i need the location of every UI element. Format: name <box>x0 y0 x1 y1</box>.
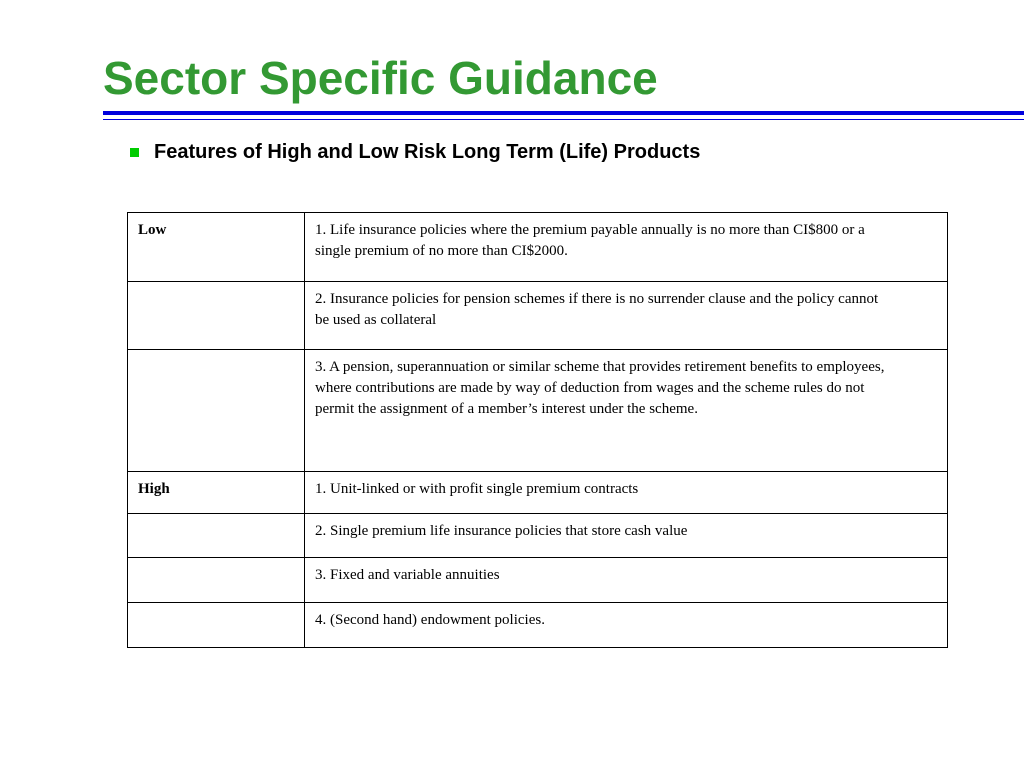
risk-level-cell <box>128 514 305 558</box>
table-row <box>128 472 948 514</box>
table-row <box>128 213 948 282</box>
risk-level-cell <box>128 603 305 648</box>
title-underline-thin <box>103 119 1024 120</box>
risk-level-cell <box>128 282 305 350</box>
risk-level-cell <box>128 558 305 603</box>
table-row <box>128 282 948 350</box>
table-row <box>128 558 948 603</box>
title-underline-thick <box>103 111 1024 115</box>
product-description-cell: 1. Life insurance policies where the premium payable annually is no more than CI$800 or a single premium of no more than CI$2000. <box>305 213 948 282</box>
bullet-item <box>130 139 700 165</box>
risk-table <box>127 212 948 648</box>
table-row <box>128 514 948 558</box>
product-description-cell: 3. Fixed and variable annuities <box>305 558 948 603</box>
product-description-cell: 4. (Second hand) endowment policies. <box>305 603 948 648</box>
risk-level-cell <box>128 350 305 472</box>
table-row <box>128 603 948 648</box>
bullet-heading: Features of High and Low Risk Long Term (Life) Products <box>154 140 701 163</box>
table-row <box>128 350 948 472</box>
slide-title: Sector Specific Guidance <box>103 52 658 104</box>
product-description-cell: 3. A pension, superannuation or similar scheme that provides retirement benefits to employees, where contributions are made by way of deduction from wages and the scheme rules do not permit the assignment of a member’s interest under the scheme. <box>305 350 948 472</box>
risk-level-cell: High <box>128 472 305 514</box>
risk-level-cell: Low <box>128 213 305 282</box>
square-bullet-icon <box>130 148 139 157</box>
product-description-cell: 2. Insurance policies for pension schemes if there is no surrender clause and the policy cannot be used as collateral <box>305 282 948 350</box>
product-description-cell: 2. Single premium life insurance policies that store cash value <box>305 514 948 558</box>
product-description-cell: 1. Unit-linked or with profit single premium contracts <box>305 472 948 514</box>
